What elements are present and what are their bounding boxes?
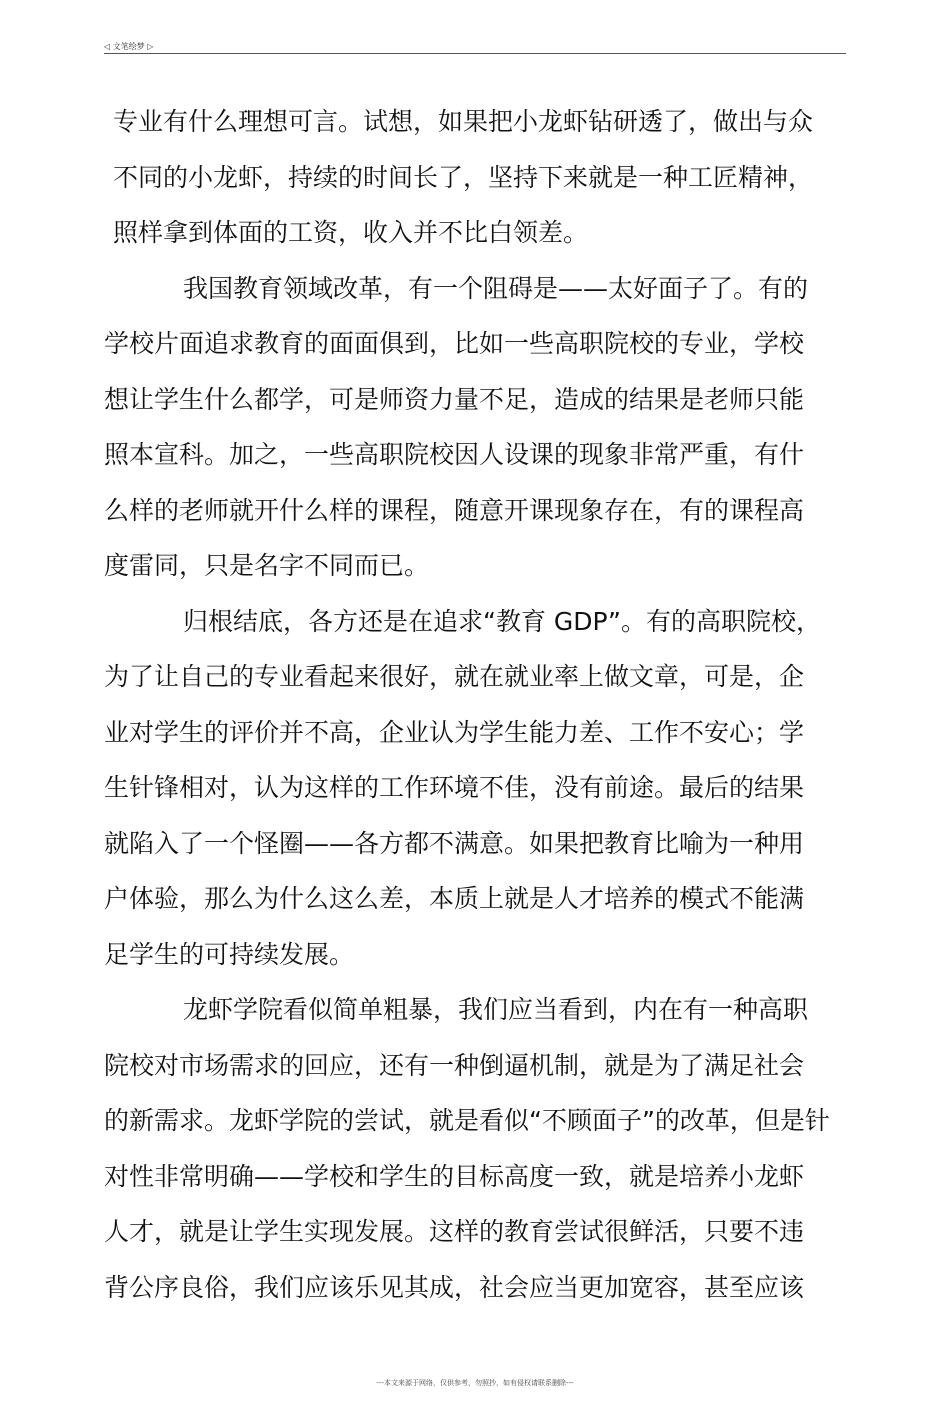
- text-line: 户体验，那么为什么这么差，本质上就是人才培养的模式不能满: [104, 884, 805, 913]
- paragraph-first-line: 我国教育领域改革，有一个阻碍是——太好面子了。有的: [183, 273, 809, 303]
- text-line: 业对学生的评价并不高，企业认为学生能力差、工作不安心；学: [104, 717, 805, 747]
- text-line: 生针锋相对，认为这样的工作环境不佳，没有前途。最后的结果: [104, 773, 805, 802]
- text-line: 的新需求。龙虾学院的尝试，就是看似“不顾面子”的改革，但是针: [104, 1106, 830, 1135]
- paragraph-first-line: 龙虾学院看似简单粗暴，我们应当看到，内在有一种高职: [183, 995, 809, 1024]
- header-divider: [104, 53, 846, 54]
- text-line: 照本宣科。加之，一些高职院校因人设课的现象非常严重，有什: [104, 440, 805, 469]
- text-line: 背公序良俗，我们应该乐见其成，社会应当更加宽容，甚至应该: [104, 1272, 805, 1302]
- text-line: 不同的小龙虾，持续的时间长了，坚持下来就是一种工匠精神，: [113, 162, 814, 192]
- text-line: 足学生的可持续发展。: [104, 939, 355, 969]
- text-line: 学校片面追求教育的面面俱到，比如一些高职院校的专业，学校: [104, 329, 805, 358]
- text-line: 度雷同，只是名字不同而已。: [104, 551, 430, 580]
- text-line: 为了让自己的专业看起来很好，就在就业率上做文章，可是，企: [104, 662, 805, 691]
- text-line: 对性非常明确——学校和学生的目标高度一致，就是培养小龙虾: [104, 1161, 805, 1191]
- text-line: 专业有什么理想可言。试想，如果把小龙虾钻研透了，做出与众: [113, 107, 814, 136]
- text-line: 就陷入了一个怪圈——各方都不满意。如果把教育比喻为一种用: [104, 828, 805, 858]
- text-line: 照样拿到体面的工资，收入并不比白领差。: [113, 218, 589, 247]
- paragraph-first-line: 归根结底，各方还是在追求“教育 GDP”。有的高职院校，: [183, 606, 822, 636]
- text-line: 人才，就是让学生实现发展。这样的教育尝试很鲜活，只要不违: [104, 1217, 805, 1246]
- text-line: 么样的老师就开什么样的课程，随意开课现象存在，有的课程高: [104, 495, 805, 525]
- page-footer: ---本文来源于网络，仅供参考，勿照抄，如有侵权请联系删除---: [376, 1379, 574, 1387]
- text-line: 院校对市场需求的回应，还有一种倒逼机制，就是为了满足社会: [104, 1050, 805, 1080]
- text-line: 想让学生什么都学，可是师资力量不足，造成的结果是老师只能: [104, 384, 805, 414]
- document-body: [104, 94, 846, 1315]
- page-header: ◁ 文笔绘梦 ▷: [104, 42, 154, 51]
